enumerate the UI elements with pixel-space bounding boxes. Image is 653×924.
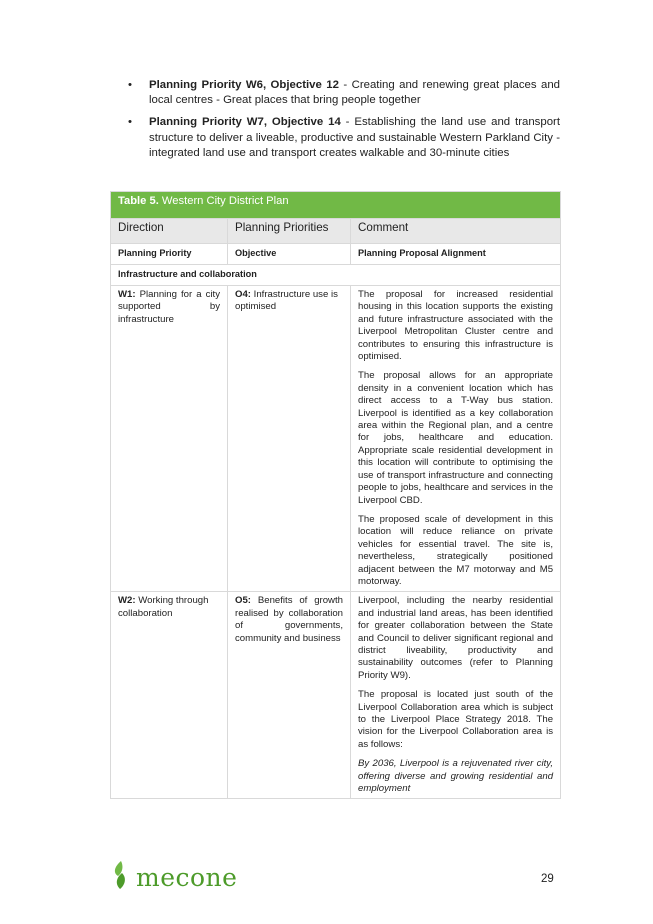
comment-cell (351, 286, 561, 592)
header-planning-priorities: Planning Priorities (228, 219, 351, 244)
bullet-bold: Planning Priority W6, Objective 12 (149, 79, 339, 91)
comment-italic-paragraph: By 2036, Liverpool is a rejuvenated river city, offering diverse and growing residential and employment (358, 758, 554, 795)
objective-text: Benefits of growth realised by collaboration of governments, community and business (235, 595, 343, 644)
bullet-list (120, 78, 560, 168)
comment-paragraph: The proposal is located just south of the Liverpool Collaboration area which is subject to the Liverpool Place Strategy 2018. The vision for the Liverpool Collaboration area is as follows: (358, 689, 554, 750)
header-direction: Direction (111, 219, 228, 244)
priority-cell (111, 286, 228, 592)
subheader-objective: Objective (228, 244, 351, 265)
objective-code: O4: (235, 289, 251, 300)
table-title-row (111, 192, 561, 219)
objective-cell (228, 592, 351, 799)
bullet-item (120, 78, 560, 108)
bullet-text: - Creating and renewing great places and local centres - Great places that bring people together (149, 79, 560, 107)
priority-cell (111, 592, 228, 799)
comment-paragraph: The proposal for increased residential housing in this location supports the existing and future infrastructure associated with the Liverpool Metropolitan Cluster centre and contributes to ensuring this infrastructure is optimised. (358, 289, 554, 363)
comment-paragraph: Liverpool, including the nearby residential and industrial land areas, has been identified for greater collaboration between the State and Council to deliver significant regional and district liveability, productivity and sustainability outcomes (refer to Planning Priority W9). (358, 595, 554, 681)
leaf-logo-icon (110, 860, 132, 895)
priority-code: W1: (118, 289, 136, 300)
priority-code: W2: (118, 595, 136, 607)
table-subheader-row (111, 244, 561, 265)
bullet-item (120, 115, 560, 161)
header-comment: Comment (351, 219, 561, 244)
comment-cell (351, 592, 561, 799)
table-title-rest: Western City District Plan (158, 195, 289, 207)
mecone-logo (110, 860, 237, 895)
comment-paragraph: The proposal allows for an appropriate density in a convenient location which has direct access to a T-Way bus station. Liverpool is identified as a key collaboration area within the Regional plan, and a centre for jobs, healthcare and education. Appropriate scale residential development in this location will contribute to optimising the use of transport infrastructure and connecting people to jobs, healthcare and services in the Liverpool CBD. (358, 370, 554, 506)
comment-paragraph: The proposed scale of development in this location will reduce reliance on private vehicles for essential travel. The site is, nevertheless, strategically positioned adjacent between the M7 motorway and M5 motorway. (358, 513, 554, 587)
bullet-dot: • (128, 79, 132, 91)
table-title (111, 192, 561, 219)
subheader-planning-priority: Planning Priority (111, 244, 228, 265)
page-number: 29 (541, 873, 554, 885)
table-title-bold: Table 5. (118, 195, 159, 207)
subheader-alignment: Planning Proposal Alignment (351, 244, 561, 265)
bullet-dot: • (128, 116, 132, 129)
section-title: Infrastructure and collaboration (111, 265, 561, 286)
table-row (111, 286, 561, 592)
priority-text: Working through collaboration (118, 595, 209, 619)
bullet-bold: Planning Priority W7, Objective 14 (149, 116, 341, 129)
bullet-text: - Establishing the land use and transport structure to deliver a liveable, productive and sustainable Western Parkland City - integrated land use and transport creates walkable and 30-minute cities (149, 116, 560, 159)
table-header-row (111, 219, 561, 244)
logo-text: mecone (136, 863, 238, 892)
table-row (111, 592, 561, 799)
table-section-row (111, 265, 561, 286)
priority-text: Planning for a city supported by infrastructure (118, 289, 220, 325)
objective-text: Infrastructure use is optimised (235, 289, 338, 313)
objective-code: O5: (235, 595, 251, 607)
objective-cell (228, 286, 351, 592)
district-plan-table (110, 191, 561, 799)
